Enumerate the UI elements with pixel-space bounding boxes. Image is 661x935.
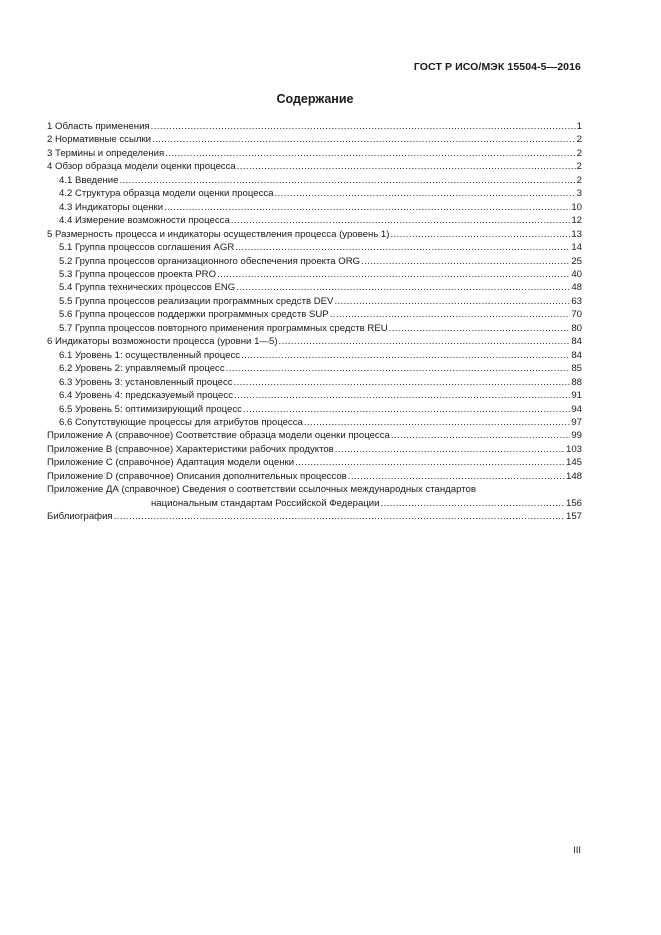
toc-entry-label: 6.5 Уровень 5: оптимизирующий процесс — [59, 403, 242, 415]
toc-entry[interactable] — [47, 470, 582, 483]
dot-leader — [243, 403, 570, 416]
dot-leader — [275, 187, 576, 200]
toc-entry[interactable] — [47, 120, 582, 133]
toc-entry-page: 2 — [576, 134, 582, 146]
toc-entry-page: 2 — [576, 174, 582, 186]
toc-entry-label: 5.3 Группа процессов проекта PRO — [59, 268, 217, 280]
toc-entry-label: Приложение С (справочное) Адаптация модели оценки — [47, 457, 295, 469]
toc-entry-page: 84 — [571, 349, 582, 361]
toc-entry[interactable] — [47, 308, 582, 321]
toc-entry-label: 5.1 Группа процессов соглашения AGR — [59, 242, 235, 254]
toc-entry-page: 3 — [576, 188, 582, 200]
dot-leader — [151, 120, 576, 133]
toc-entry-label: 4.3 Индикаторы оценки — [59, 201, 164, 213]
dot-leader — [304, 416, 570, 429]
toc-entry-page: 94 — [571, 403, 582, 415]
dot-leader — [390, 228, 570, 241]
toc-entry-label: 4.4 Измерение возможности процесса — [59, 215, 230, 227]
toc-entry-page: 2 — [576, 147, 582, 159]
toc-entry-page: 25 — [571, 255, 582, 267]
document-standard-header: ГОСТ Р ИСО/МЭК 15504-5—2016 — [413, 61, 581, 73]
dot-leader — [391, 429, 570, 442]
toc-entry[interactable] — [47, 201, 582, 214]
toc-entry[interactable] — [47, 147, 582, 160]
toc-entry[interactable] — [47, 416, 582, 429]
toc-entry-label: 4.2 Структура образца модели оценки процесса — [59, 188, 274, 200]
toc-entry-page: 99 — [571, 430, 582, 442]
toc-entry[interactable] — [47, 174, 582, 187]
dot-leader — [279, 335, 571, 348]
toc-entry-page: 84 — [571, 336, 582, 348]
toc-entry-label-continuation: национальным стандартам Российской Федерации — [151, 497, 380, 509]
toc-entry-page: 13 — [571, 228, 582, 240]
dot-leader — [389, 322, 571, 335]
toc-entry[interactable] — [47, 322, 582, 335]
toc-entry[interactable] — [47, 268, 582, 281]
table-of-contents — [47, 120, 582, 524]
dot-leader — [165, 147, 575, 160]
toc-entry-page: 40 — [571, 268, 582, 280]
toc-entry[interactable] — [47, 362, 582, 375]
dot-leader — [236, 281, 570, 294]
dot-leader — [295, 456, 565, 469]
dot-leader — [241, 349, 570, 362]
toc-entry[interactable] — [47, 376, 582, 389]
dot-leader — [330, 308, 571, 321]
dot-leader — [119, 174, 575, 187]
toc-entry-label: Приложение В (справочное) Характеристики рабочих продуктов — [47, 443, 334, 455]
toc-entry[interactable] — [47, 349, 582, 362]
dot-leader — [361, 255, 570, 268]
toc-entry-label: Приложение А (справочное) Соответствие образца модели оценки процесса — [47, 430, 390, 442]
dot-leader — [334, 295, 570, 308]
toc-entry-page: 148 — [565, 470, 582, 482]
toc-entry[interactable] — [47, 443, 582, 456]
toc-entry-label: 5.4 Группа технических процессов ENG — [59, 282, 236, 294]
toc-entry[interactable] — [47, 295, 582, 308]
toc-entry-page: 1 — [576, 121, 582, 132]
toc-entry-label: 5 Размерность процесса и индикаторы осуществления процесса (уровень 1) — [47, 228, 390, 240]
toc-entry-page: 70 — [571, 309, 582, 321]
toc-entry[interactable] — [47, 214, 582, 227]
toc-entry-continuation — [47, 497, 582, 510]
dot-leader — [217, 268, 570, 281]
dot-leader — [348, 470, 565, 483]
toc-entry-page: 157 — [565, 511, 582, 523]
toc-entry[interactable] — [47, 429, 582, 442]
dot-leader — [381, 497, 565, 510]
toc-entry-label: Библиография — [47, 511, 113, 523]
dot-leader — [237, 160, 576, 173]
toc-entry-label: Приложение ДА (справочное) Сведения о соответствии ссылочных международных стандартов — [47, 484, 476, 496]
toc-entry-page: 156 — [565, 497, 582, 509]
toc-entry-label: 3 Термины и определения — [47, 147, 165, 159]
toc-entry-page: 48 — [571, 282, 582, 294]
toc-entry-page: 14 — [571, 242, 582, 254]
toc-entry-label: 6.4 Уровень 4: предсказуемый процесс — [59, 390, 233, 402]
toc-entry-label: 6.3 Уровень 3: установленный процесс — [59, 376, 233, 388]
toc-entry-label: 6.2 Уровень 2: управляемый процесс — [59, 363, 225, 375]
toc-entry-label: 6.1 Уровень 1: осуществленный процесс — [59, 349, 241, 361]
toc-entry[interactable] — [47, 187, 582, 200]
toc-entry[interactable] — [47, 241, 582, 254]
toc-entry[interactable] — [47, 255, 582, 268]
toc-entry[interactable] — [47, 281, 582, 294]
toc-entry[interactable] — [47, 133, 582, 146]
toc-entry-label: 4.1 Введение — [59, 174, 119, 186]
toc-entry-page: 145 — [565, 457, 582, 469]
toc-entry-page: 80 — [571, 322, 582, 334]
toc-entry[interactable] — [47, 160, 582, 173]
toc-entry[interactable] — [47, 335, 582, 348]
dot-leader — [335, 443, 565, 456]
dot-leader — [231, 214, 571, 227]
toc-entry-label: 1 Область применения — [47, 121, 150, 132]
toc-entry-label: 5.6 Группа процессов поддержки программных средств SUP — [59, 309, 329, 321]
dot-leader — [234, 389, 570, 402]
toc-entry-page: 97 — [571, 416, 582, 428]
toc-entry-page: 10 — [571, 201, 582, 213]
toc-entry-label: Приложение D (справочное) Описания дополнительных процессов — [47, 470, 347, 482]
toc-entry-page: 91 — [571, 390, 582, 402]
toc-entry-label: 5.7 Группа процессов повторного применения программных средств REU — [59, 322, 388, 334]
toc-entry[interactable] — [47, 456, 582, 469]
toc-entry-page: 103 — [565, 443, 582, 455]
dot-leader — [114, 510, 565, 523]
toc-entry[interactable] — [47, 228, 582, 241]
toc-entry-label: 5.5 Группа процессов реализации программных средств DEV — [59, 295, 334, 307]
toc-entry-label: 5.2 Группа процессов организационного обеспечения проекта ORG — [59, 255, 361, 267]
toc-title: Содержание — [276, 92, 354, 106]
toc-entry-label: 4 Обзор образца модели оценки процесса — [47, 161, 236, 173]
dot-leader — [226, 362, 571, 375]
toc-entry-page: 63 — [571, 295, 582, 307]
toc-entry[interactable] — [47, 389, 582, 402]
toc-entry-page: 88 — [571, 376, 582, 388]
toc-entry[interactable] — [47, 510, 582, 523]
toc-entry-label: 6.6 Сопутствующие процессы для атрибутов процесса — [59, 416, 303, 428]
toc-entry-label: 6 Индикаторы возможности процесса (уровни 1—5) — [47, 336, 278, 348]
page-number: III — [573, 845, 581, 856]
toc-entry-label: 2 Нормативные ссылки — [47, 134, 152, 146]
toc-entry-annex-da[interactable] — [47, 483, 582, 510]
dot-leader — [164, 201, 570, 214]
dot-leader — [235, 241, 570, 254]
dot-leader — [234, 376, 571, 389]
dot-leader — [152, 133, 576, 146]
toc-entry-page: 85 — [571, 363, 582, 375]
toc-entry-page: 2 — [576, 161, 582, 173]
toc-entry[interactable] — [47, 403, 582, 416]
toc-entry-page: 12 — [571, 215, 582, 227]
